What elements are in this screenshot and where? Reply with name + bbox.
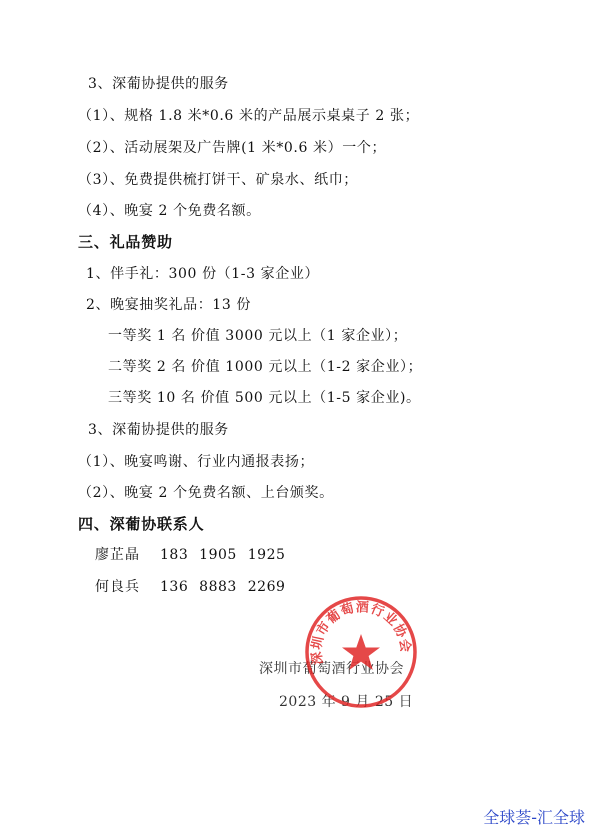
service-item-2: （2）、活动展架及广告牌(1 米*0.6 米）一个； [78, 140, 387, 156]
service-item-1: （1）、规格 1.8 米*0.6 米的产品展示桌桌子 2 张； [78, 108, 420, 124]
service-item-4: （4）、晚宴 2 个免费名额。 [78, 203, 261, 219]
contact-name-2: 何良兵 [95, 579, 140, 595]
svg-text:深圳市葡萄酒行业协会: 深圳市葡萄酒行业协会 [309, 600, 413, 666]
signature-date: 2023 年 9 月 25 日 [279, 694, 414, 710]
prize-third: 三等奖 10 名 价值 500 元以上（1-5 家企业)。 [108, 390, 421, 406]
contact-name-1: 廖芷晶 [95, 547, 140, 563]
section-3-services-title-2: 3、深葡协提供的服务 [88, 422, 229, 438]
official-seal-stamp [303, 594, 419, 710]
prize-first: 一等奖 1 名 价值 3000 元以上（1 家企业）； [108, 328, 408, 344]
section-heading-contacts: 四、深葡协联系人 [78, 515, 205, 533]
gift-item-1: 1、伴手礼：300 份（1-3 家企业） [86, 266, 320, 282]
contact-phone-2: 136 8883 2269 [160, 579, 286, 595]
prize-second: 二等奖 2 名 价值 1000 元以上（1-2 家企业）； [108, 359, 423, 375]
service-item-b1: （1）、晚宴鸣谢、行业内通报表扬； [78, 454, 315, 470]
contact-phone-1: 183 1905 1925 [160, 547, 286, 563]
signature-organization: 深圳市葡萄酒行业协会 [259, 661, 404, 677]
seal-star-icon [342, 634, 380, 670]
service-item-b2: （2）、晚宴 2 个免费名额、上台颁奖。 [78, 485, 334, 501]
watermark-text: 全球荟-汇全球 [483, 808, 585, 827]
service-item-3: （3）、免费提供梳打饼干、矿泉水、纸巾； [78, 172, 358, 188]
gift-item-2: 2、晚宴抽奖礼品：13 份 [86, 297, 251, 313]
section-3-services-title: 3、深葡协提供的服务 [88, 76, 229, 92]
section-heading-gift-sponsorship: 三、礼品赞助 [78, 233, 173, 251]
